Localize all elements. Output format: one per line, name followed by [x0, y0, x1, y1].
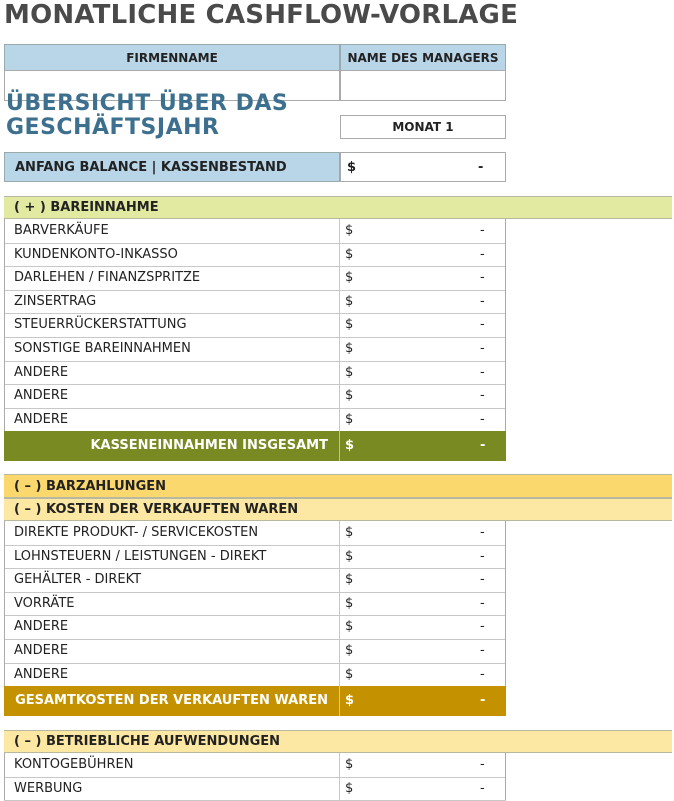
opening-balance-label: ANFANG BALANCE | KASSENBESTAND [4, 152, 340, 182]
row-label: ANDERE [14, 388, 69, 404]
row-value[interactable]: - [480, 619, 485, 635]
row-value[interactable]: - [480, 246, 485, 262]
table-row [4, 777, 506, 801]
cogs-total-value: - [480, 693, 486, 708]
table-row [4, 753, 506, 778]
cash-receipts-total-currency: $ [345, 438, 355, 453]
row-value[interactable]: - [480, 572, 485, 588]
row-label: ANDERE [14, 411, 69, 427]
row-currency: $ [345, 572, 354, 588]
row-value[interactable]: - [480, 411, 485, 427]
row-currency: $ [345, 341, 354, 356]
row-currency: $ [345, 388, 354, 404]
row-label: STEUERRÜCKERSTATTUNG [14, 317, 187, 333]
row-label: ANDERE [14, 364, 69, 380]
row-value[interactable]: - [480, 341, 485, 356]
row-label: ANDERE [14, 666, 69, 682]
table-row [4, 615, 506, 640]
row-currency: $ [345, 411, 354, 427]
opening-balance-amount: - [478, 160, 484, 175]
row-value[interactable]: - [480, 293, 485, 309]
cogs-total-label: GESAMTKOSTEN DER VERKAUFTEN WAREN [15, 693, 328, 708]
row-currency: $ [345, 270, 354, 286]
row-label: LOHNSTEUERN / LEISTUNGEN - DIREKT [14, 548, 267, 564]
table-row [4, 361, 506, 386]
month-label: MONAT 1 [340, 115, 506, 139]
table-row [4, 313, 506, 338]
cash-payments-header: ( – ) BARZAHLUNGEN [4, 474, 672, 498]
manager-name-input[interactable] [340, 70, 506, 101]
cogs-total-currency: $ [345, 693, 355, 708]
row-label: BARVERKÄUFE [14, 223, 109, 238]
row-label: DIREKTE PRODUKT- / SERVICEKOSTEN [14, 525, 259, 540]
cash-receipts-total-label: KASSENEINNAHMEN INSGESAMT [90, 438, 328, 453]
row-currency: $ [345, 595, 354, 611]
row-value[interactable]: - [480, 595, 485, 611]
row-currency: $ [345, 293, 354, 309]
table-row [4, 290, 506, 315]
row-value[interactable]: - [480, 780, 485, 796]
row-value[interactable]: - [480, 364, 485, 380]
row-value[interactable]: - [480, 317, 485, 333]
table-row [4, 243, 506, 268]
row-label: VORRÄTE [14, 595, 75, 611]
row-value[interactable]: - [480, 223, 485, 238]
row-currency: $ [345, 666, 354, 682]
row-currency: $ [345, 223, 354, 238]
page-title: MONATLICHE CASHFLOW-VORLAGE [4, 0, 519, 30]
table-row [4, 521, 506, 546]
row-label: GEHÄLTER - DIREKT [14, 572, 142, 588]
row-currency: $ [345, 525, 354, 540]
row-label: ANDERE [14, 619, 69, 635]
manager-name-header: NAME DES MANAGERS [340, 44, 506, 71]
row-label: KUNDENKONTO-INKASSO [14, 246, 178, 262]
cogs-header: ( – ) KOSTEN DER VERKAUFTEN WAREN [4, 498, 672, 521]
company-name-header: FIRMENNAME [4, 44, 340, 71]
cogs-total-row [4, 686, 506, 716]
row-value[interactable]: - [480, 643, 485, 658]
overview-title: ÜBERSICHT ÜBER DAS GESCHÄFTSJAHR [6, 91, 289, 140]
row-currency: $ [345, 757, 354, 772]
table-row [4, 408, 506, 433]
row-currency: $ [345, 364, 354, 380]
row-value[interactable]: - [480, 525, 485, 540]
table-row [4, 639, 506, 664]
table-row [4, 266, 506, 291]
table-row [4, 592, 506, 617]
row-value[interactable]: - [480, 388, 485, 404]
cash-receipts-total-row [4, 431, 506, 461]
row-currency: $ [345, 619, 354, 635]
opening-balance-value[interactable] [340, 152, 506, 182]
table-row [4, 219, 506, 244]
opening-balance-currency: $ [347, 160, 357, 175]
row-value[interactable]: - [480, 270, 485, 286]
row-currency: $ [345, 643, 354, 658]
row-label: DARLEHEN / FINANZSPRITZE [14, 270, 201, 286]
table-row [4, 568, 506, 593]
table-row [4, 384, 506, 409]
row-label: ZINSERTRAG [14, 293, 97, 309]
table-row [4, 663, 506, 688]
row-value[interactable]: - [480, 666, 485, 682]
table-row [4, 545, 506, 570]
row-currency: $ [345, 317, 354, 333]
row-label: WERBUNG [14, 780, 83, 796]
row-currency: $ [345, 548, 354, 564]
row-label: ANDERE [14, 643, 69, 658]
cash-receipts-header: ( + ) BAREINNAHME [4, 196, 672, 219]
table-row [4, 337, 506, 362]
cash-receipts-total-value: - [480, 438, 486, 453]
row-value[interactable]: - [480, 548, 485, 564]
operating-expenses-header: ( – ) BETRIEBLICHE AUFWENDUNGEN [4, 730, 672, 753]
row-currency: $ [345, 246, 354, 262]
row-currency: $ [345, 780, 354, 796]
row-label: SONSTIGE BAREINNAHMEN [14, 341, 191, 356]
row-label: KONTOGEBÜHREN [14, 757, 134, 772]
row-value[interactable]: - [480, 757, 485, 772]
